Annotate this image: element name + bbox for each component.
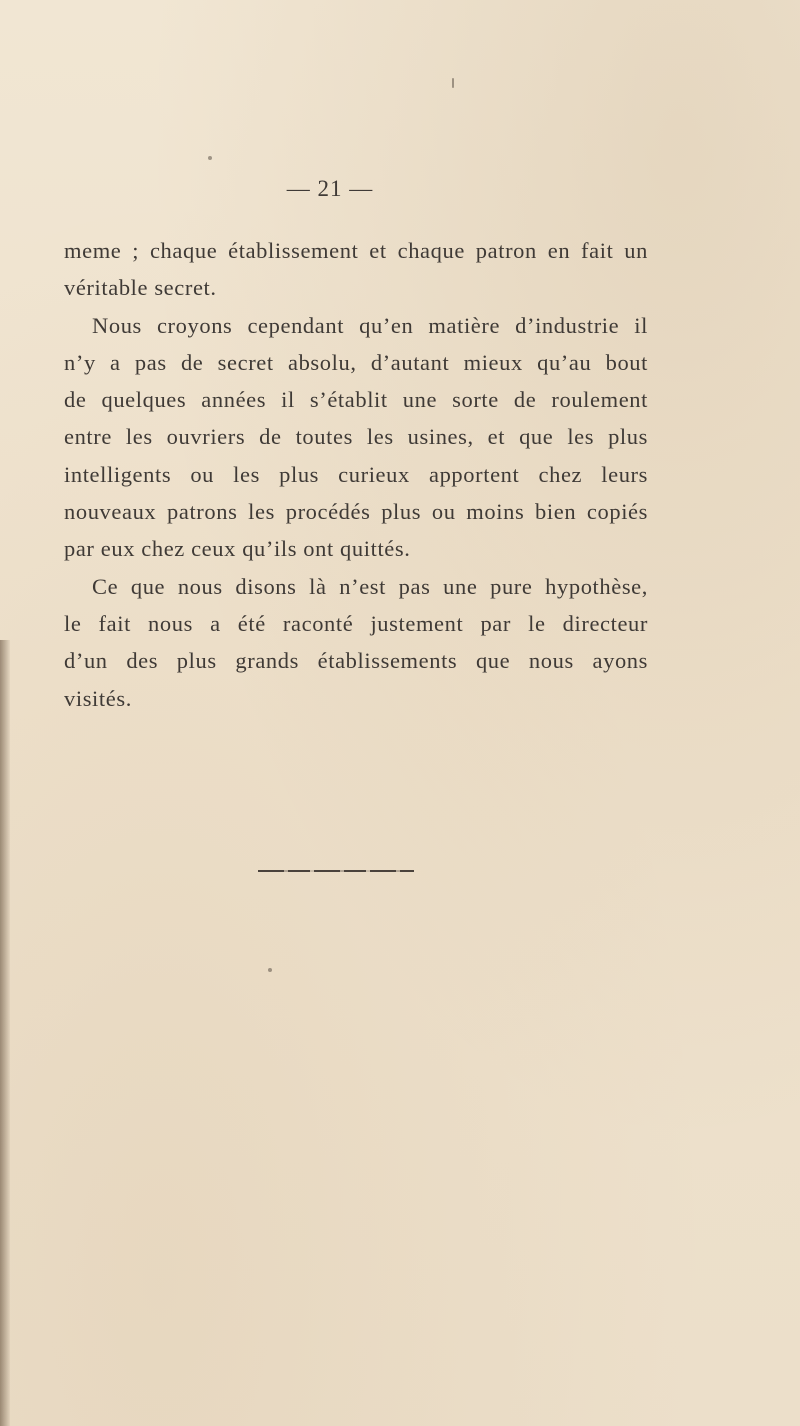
text-line: visités. xyxy=(64,685,132,711)
paper-speck xyxy=(268,968,272,972)
text-line: d’un des plus grands établissements que nous ayons xyxy=(64,648,648,674)
text-line: nouveaux patrons les procédés plus ou moins bien copiés xyxy=(64,499,648,525)
text-line: intelligents ou les plus curieux apportent chez leurs xyxy=(64,461,648,487)
text-line: entre les ouvriers de toutes les usines, et que les plus xyxy=(64,424,648,450)
page-edge-shadow xyxy=(0,640,10,1426)
text-line: le fait nous a été raconté justement par le directeur xyxy=(64,610,648,636)
page-number: — 21 — xyxy=(286,176,374,201)
text-line: Nous croyons cependant qu’en matière d’industrie il xyxy=(92,312,648,338)
body-text xyxy=(64,232,648,717)
text-line: véritable secret. xyxy=(64,275,217,301)
paper-speck xyxy=(452,78,454,88)
text-line: par eux chez ceux qu’ils ont quittés. xyxy=(64,536,411,562)
text-line: Ce que nous disons là n’est pas une pure hypothèse, xyxy=(92,573,648,599)
section-rule xyxy=(258,870,414,872)
text-line: meme ; chaque établissement et chaque patron en fait un xyxy=(64,238,648,263)
paper-speck xyxy=(208,156,212,160)
text-line: n’y a pas de secret absolu, d’autant mieux qu’au bout xyxy=(64,349,648,375)
text-line: de quelques années il s’établit une sorte de roulement xyxy=(64,387,648,413)
